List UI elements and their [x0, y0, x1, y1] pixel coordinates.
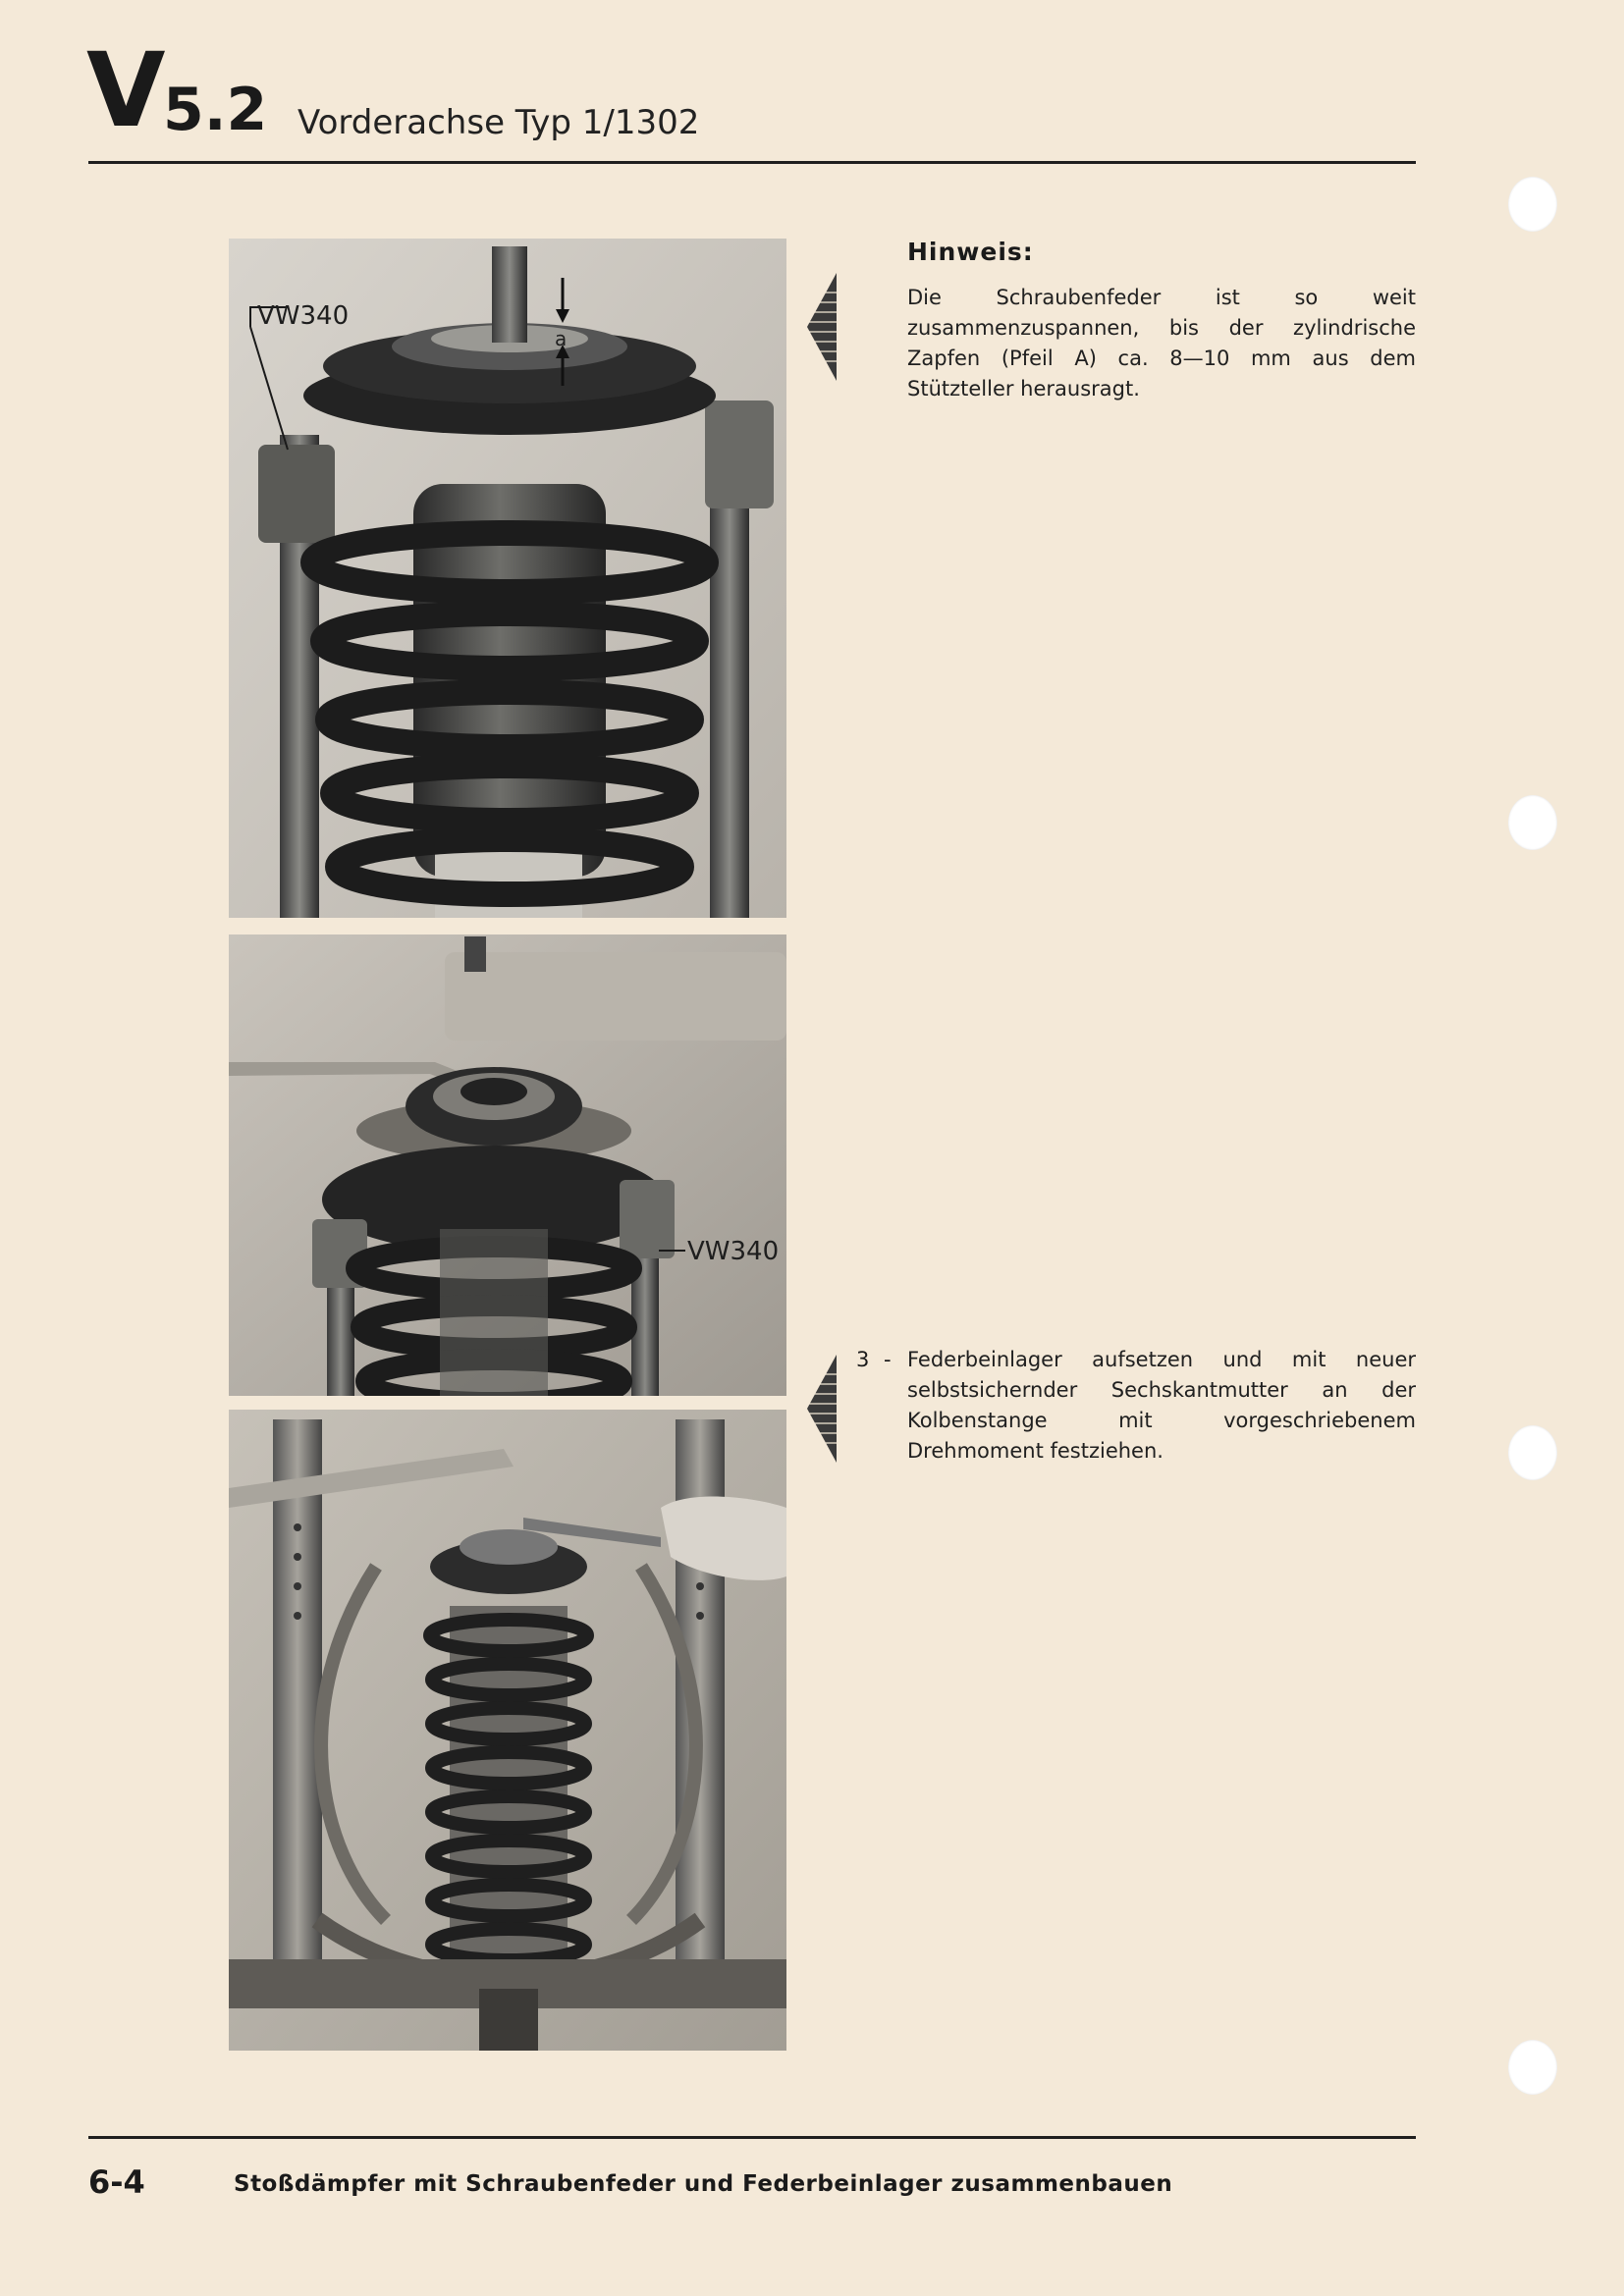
step-number: 3: [856, 1348, 870, 1371]
photo-spring-compressor: [229, 239, 786, 918]
footer-title: Stoßdämpfer mit Schraubenfeder und Federbeinlager zusammenbauen: [234, 2171, 1173, 2197]
note-heading: Hinweis:: [907, 238, 1034, 266]
binder-hole-4: [1508, 2040, 1557, 2095]
pointer-arrow-note: [805, 273, 844, 381]
header-divider: [88, 161, 1416, 164]
footer-divider: [88, 2136, 1416, 2139]
section-letter: V: [86, 30, 164, 150]
page-number: 6-4: [88, 2163, 145, 2201]
binder-hole-3: [1508, 1425, 1557, 1480]
note-text: Die Schraubenfeder ist so weit zusammenzuspannen, bis der zylindrische Zapfen (Pfeil A) ca. 8—10 mm aus dem Stützteller herausragt.: [907, 286, 1416, 400]
pointer-arrow-step: [805, 1355, 844, 1463]
binder-hole-2: [1508, 795, 1557, 850]
photo-bearing-fitting: [229, 934, 786, 1396]
page-title: Vorderachse Typ 1/1302: [298, 103, 700, 142]
binder-hole-1: [1508, 177, 1557, 232]
step-text: Federbeinlager aufsetzen und mit neuer selbstsichernder Sechskantmutter an der Kolbenstange mit vorgeschriebenem Drehmoment festziehen.: [907, 1348, 1416, 1463]
step-separator: -: [884, 1348, 892, 1371]
dimension-label-a: a: [555, 327, 568, 350]
photo-torque-tightening: [229, 1410, 786, 2051]
tool-label-vw340-top: VW340: [257, 301, 350, 331]
tool-label-vw340-bottom: VW340: [687, 1237, 780, 1266]
section-number: 5.2: [163, 76, 268, 144]
